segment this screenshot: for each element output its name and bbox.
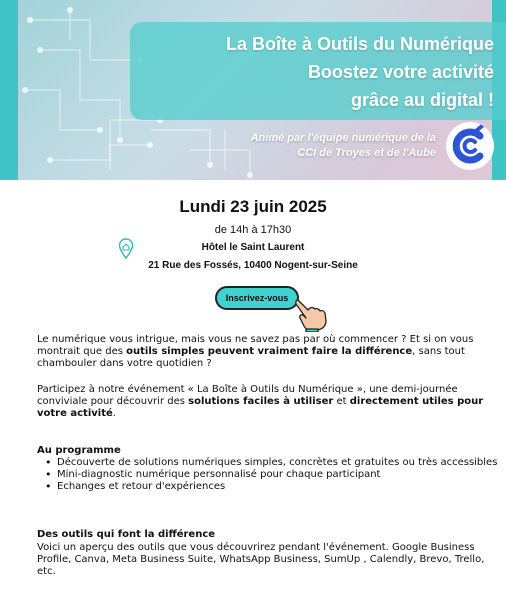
banner-subtitle-line-2: CCI de Troyes et de l'Aube <box>297 147 436 159</box>
intro-text-2e: . <box>112 408 116 419</box>
intro-paragraph-2 <box>37 384 493 420</box>
intro-text-2a: Participez à notre événement « La Boîte à Outils du Numérique », une demi-journée conviviale pour découvrir des <box>37 384 458 407</box>
tools-heading: Des outils qui font la différence <box>37 529 216 540</box>
intro-text-1c: , sans tout chambouler dans votre quotidien ? <box>37 346 465 369</box>
intro-text-2d: directement utiles pour votre activité <box>37 396 484 419</box>
banner-title-line-2: Boostez votre activité <box>307 62 494 82</box>
left-accent-bar <box>0 0 18 180</box>
intro-text-2b: solutions faciles à utiliser <box>188 396 334 407</box>
list-item: • Découverte de solutions numériques simples, concrètes et gratuites ou très accessibles <box>57 457 506 469</box>
banner-subtitle-line-1: Animé par l'équipe numérique de la <box>250 132 436 144</box>
event-time: de 14h à 17h30 <box>214 224 292 236</box>
event-address: 21 Rue des Fossés, 10400 Nogent-sur-Seine <box>148 260 358 271</box>
programme-heading: Au programme <box>37 445 121 456</box>
intro-paragraph-1 <box>37 334 493 370</box>
intro-text-1b: outils simples peuvent vraiment faire la différence <box>126 346 413 357</box>
cci-logo-icon <box>446 122 494 170</box>
programme-list <box>37 457 506 493</box>
tools-paragraph: Voici un aperçu des outils que vous découvrirez pendant l'événement. Google Business Profile, Canva, Meta Business Suite, WhatsApp Business, SumUp , Calendly, Brevo, Trello, etc. <box>37 542 485 577</box>
event-venue: Hôtel le Saint Laurent <box>201 242 305 253</box>
pointing-hand-icon <box>292 296 332 332</box>
register-button[interactable] <box>215 286 299 310</box>
banner-title-line-1: La Boîte à Outils du Numérique <box>225 34 494 54</box>
register-button-label: Inscrivez-vous <box>225 293 289 303</box>
hero-banner <box>0 0 506 180</box>
event-date: Lundi 23 juin 2025 <box>179 197 327 216</box>
intro-text-1a: Le numérique vous intrigue, mais vous ne savez pas par où commencer ? Et si on vous montrait que des <box>37 334 474 357</box>
list-item: • Mini-diagnostic numérique personnalisé pour chaque participant <box>57 469 506 481</box>
banner-title-line-3: grâce au digital ! <box>350 90 494 110</box>
list-item: • Echanges et retour d'expériences <box>57 481 506 493</box>
intro-text-2c: et <box>333 396 350 407</box>
